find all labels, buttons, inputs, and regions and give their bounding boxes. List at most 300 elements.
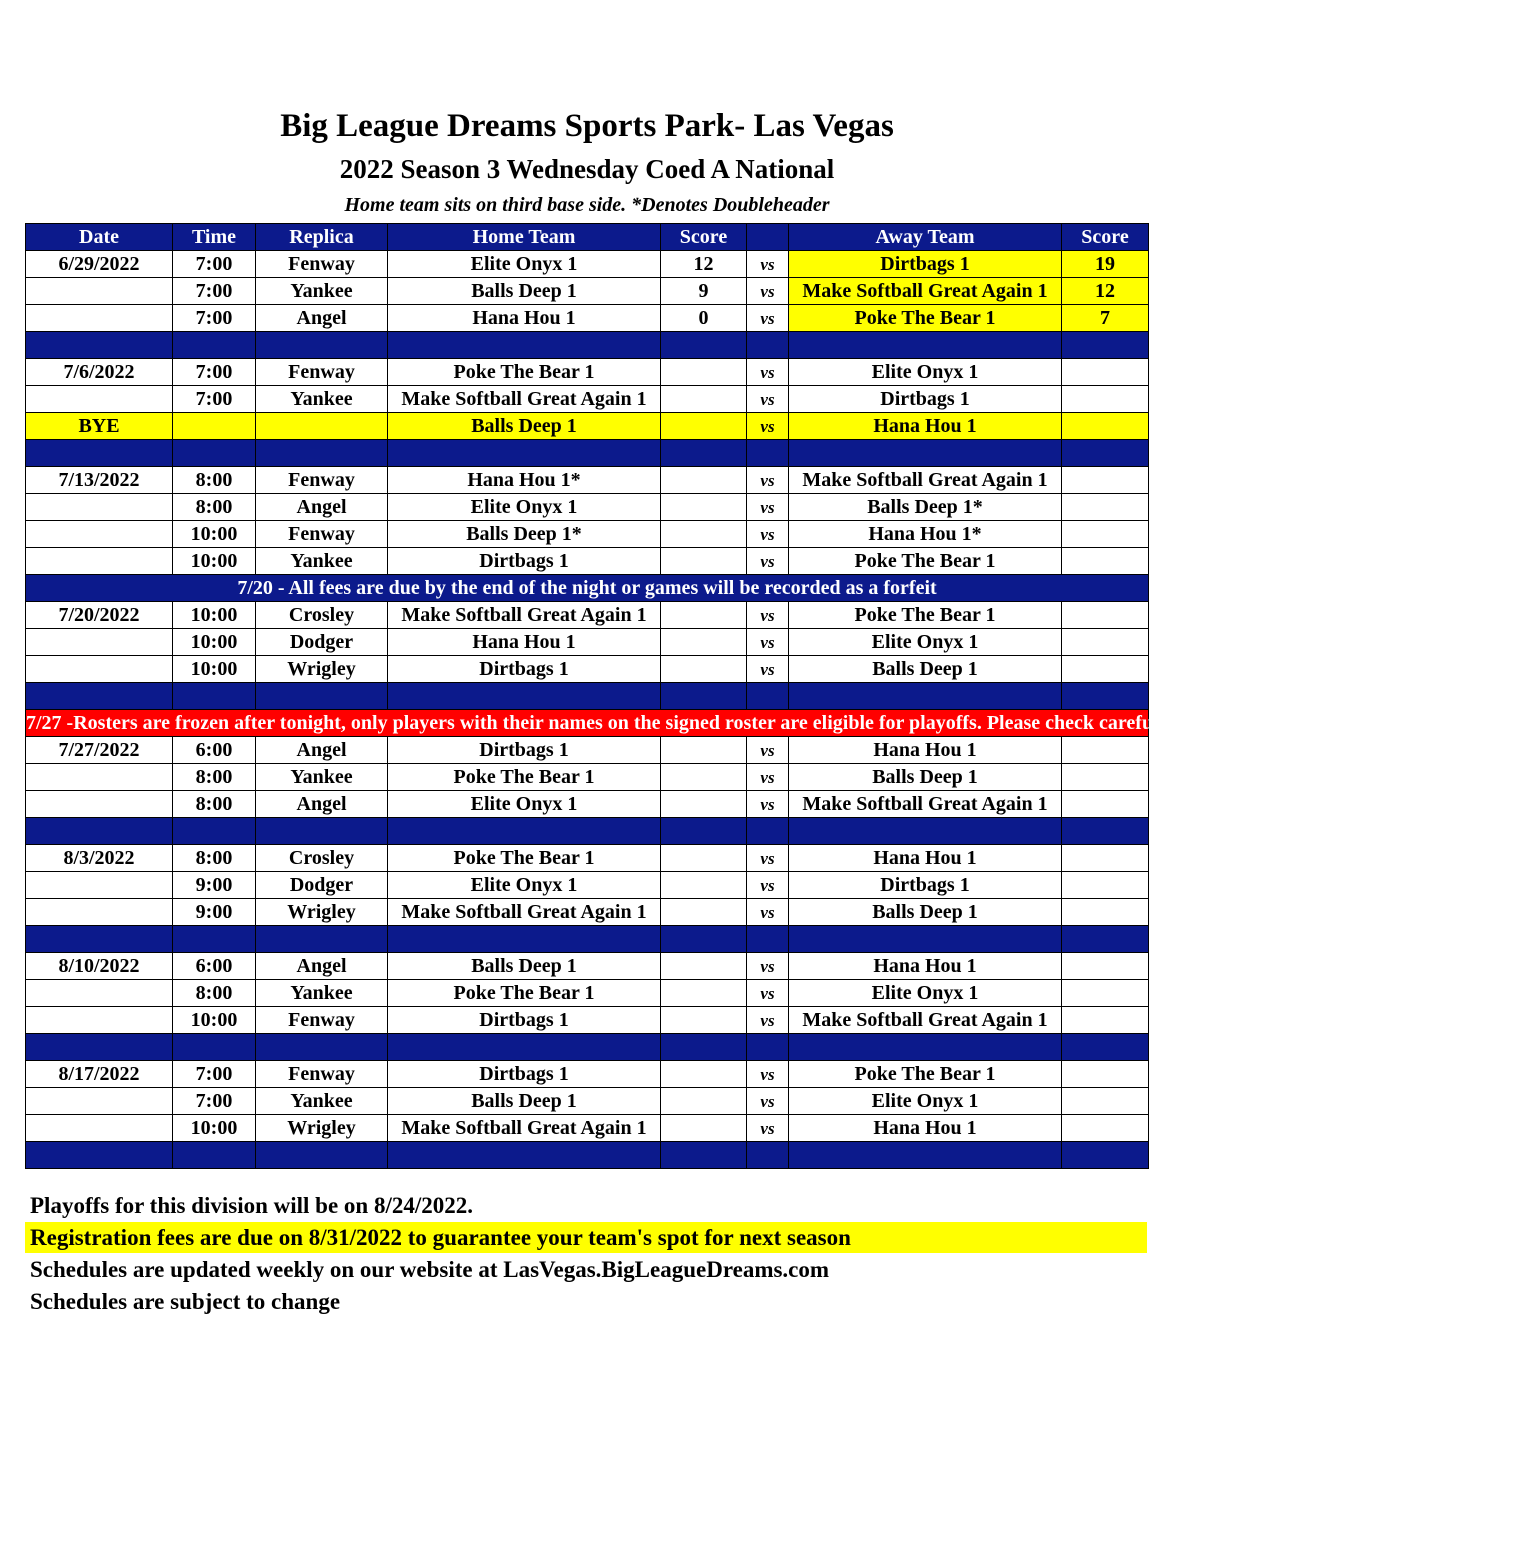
cell-away-score bbox=[1062, 602, 1149, 629]
cell-replica: Yankee bbox=[256, 386, 388, 413]
cell-vs: vs bbox=[747, 872, 789, 899]
cell-date: 8/3/2022 bbox=[26, 845, 173, 872]
website-note: Schedules are updated weekly on our website at LasVegas.BigLeagueDreams.com bbox=[30, 1257, 830, 1282]
cell-home-team: Balls Deep 1 bbox=[388, 278, 661, 305]
spacer-cell bbox=[173, 926, 256, 953]
cell-time: 8:00 bbox=[173, 845, 256, 872]
cell-away-score bbox=[1062, 386, 1149, 413]
spacer-cell bbox=[789, 926, 1062, 953]
spacer-cell bbox=[789, 1142, 1062, 1169]
game-row bbox=[26, 899, 1149, 926]
spacer-cell bbox=[661, 1142, 747, 1169]
cell-home-score: 0 bbox=[661, 305, 747, 332]
spacer-cell bbox=[173, 1034, 256, 1061]
spacer-cell bbox=[747, 1034, 789, 1061]
cell-replica: Wrigley bbox=[256, 656, 388, 683]
cell-time: 10:00 bbox=[173, 1007, 256, 1034]
cell-home-team: Make Softball Great Again 1 bbox=[388, 1115, 661, 1142]
spacer-cell bbox=[173, 683, 256, 710]
cell-replica: Yankee bbox=[256, 980, 388, 1007]
spacer-row bbox=[26, 818, 1149, 845]
cell-time: 7:00 bbox=[173, 386, 256, 413]
game-row bbox=[26, 494, 1149, 521]
cell-date: 7/27/2022 bbox=[26, 737, 173, 764]
cell-vs: vs bbox=[747, 305, 789, 332]
cell-date bbox=[26, 494, 173, 521]
cell-home-team: Dirtbags 1 bbox=[388, 737, 661, 764]
cell-time: 7:00 bbox=[173, 305, 256, 332]
cell-vs: vs bbox=[747, 1061, 789, 1088]
game-row bbox=[26, 1115, 1149, 1142]
cell-time: 9:00 bbox=[173, 872, 256, 899]
spacer-cell bbox=[1062, 926, 1149, 953]
spacer-cell bbox=[747, 926, 789, 953]
cell-home-team: Dirtbags 1 bbox=[388, 656, 661, 683]
cell-time: 10:00 bbox=[173, 1115, 256, 1142]
cell-home-score bbox=[661, 1007, 747, 1034]
spacer-cell bbox=[1062, 1034, 1149, 1061]
cell-date: 7/13/2022 bbox=[26, 467, 173, 494]
cell-away-score bbox=[1062, 1007, 1149, 1034]
page-title: Big League Dreams Sports Park- Las Vegas bbox=[280, 108, 894, 144]
cell-replica: Angel bbox=[256, 305, 388, 332]
cell-replica: Fenway bbox=[256, 251, 388, 278]
cell-vs: vs bbox=[747, 656, 789, 683]
cell-away-score bbox=[1062, 548, 1149, 575]
schedule-table bbox=[25, 223, 1538, 1169]
cell-away-score bbox=[1062, 413, 1149, 440]
cell-home-team: Poke The Bear 1 bbox=[388, 359, 661, 386]
spacer-cell bbox=[747, 818, 789, 845]
cell-home-score bbox=[661, 845, 747, 872]
spacer-cell bbox=[789, 1034, 1062, 1061]
cell-away-team: Make Softball Great Again 1 bbox=[789, 278, 1062, 305]
col-replica: Replica bbox=[256, 224, 388, 251]
cell-away-team: Poke The Bear 1 bbox=[789, 548, 1062, 575]
cell-home-team: Hana Hou 1 bbox=[388, 629, 661, 656]
cell-away-score bbox=[1062, 656, 1149, 683]
cell-vs: vs bbox=[747, 1007, 789, 1034]
cell-home-team: Elite Onyx 1 bbox=[388, 251, 661, 278]
cell-replica bbox=[256, 413, 388, 440]
spacer-cell bbox=[388, 1142, 661, 1169]
cell-away-team: Make Softball Great Again 1 bbox=[789, 467, 1062, 494]
cell-replica: Fenway bbox=[256, 1061, 388, 1088]
cell-time bbox=[173, 413, 256, 440]
cell-date: 7/6/2022 bbox=[26, 359, 173, 386]
col-time: Time bbox=[173, 224, 256, 251]
schedule-body bbox=[26, 251, 1538, 1169]
spacer-cell bbox=[747, 683, 789, 710]
spacer-cell bbox=[256, 683, 388, 710]
spacer-cell bbox=[1062, 818, 1149, 845]
col-away-team: Away Team bbox=[789, 224, 1062, 251]
spacer-cell bbox=[661, 332, 747, 359]
cell-date bbox=[26, 521, 173, 548]
spacer-row bbox=[26, 440, 1149, 467]
cell-away-score bbox=[1062, 899, 1149, 926]
cell-time: 10:00 bbox=[173, 629, 256, 656]
cell-vs: vs bbox=[747, 602, 789, 629]
cell-time: 10:00 bbox=[173, 602, 256, 629]
registration-note: Registration fees are due on 8/31/2022 to guarantee your team's spot for next season bbox=[25, 1222, 1147, 1253]
cell-home-score bbox=[661, 386, 747, 413]
cell-time: 6:00 bbox=[173, 953, 256, 980]
cell-time: 9:00 bbox=[173, 899, 256, 926]
cell-away-team: Hana Hou 1* bbox=[789, 521, 1062, 548]
cell-home-score bbox=[661, 548, 747, 575]
roster-notice-row bbox=[26, 710, 1149, 737]
cell-away-team: Balls Deep 1* bbox=[789, 494, 1062, 521]
spacer-cell bbox=[661, 926, 747, 953]
col-vs bbox=[747, 224, 789, 251]
cell-home-team: Make Softball Great Again 1 bbox=[388, 899, 661, 926]
cell-home-team: Poke The Bear 1 bbox=[388, 980, 661, 1007]
cell-away-score bbox=[1062, 359, 1149, 386]
cell-replica: Fenway bbox=[256, 359, 388, 386]
cell-vs: vs bbox=[747, 1088, 789, 1115]
cell-replica: Fenway bbox=[256, 521, 388, 548]
cell-replica: Yankee bbox=[256, 548, 388, 575]
spacer-cell bbox=[789, 440, 1062, 467]
spacer-row bbox=[26, 332, 1149, 359]
cell-vs: vs bbox=[747, 791, 789, 818]
cell-time: 6:00 bbox=[173, 737, 256, 764]
notice-text: 7/20 - All fees are due by the end of the night or games will be recorded as a forfeit bbox=[26, 575, 1149, 602]
cell-home-score bbox=[661, 467, 747, 494]
game-row bbox=[26, 1061, 1149, 1088]
spacer-cell bbox=[256, 926, 388, 953]
cell-away-team: Make Softball Great Again 1 bbox=[789, 1007, 1062, 1034]
cell-away-score bbox=[1062, 521, 1149, 548]
cell-time: 7:00 bbox=[173, 1088, 256, 1115]
spacer-cell bbox=[388, 683, 661, 710]
cell-away-team: Balls Deep 1 bbox=[789, 764, 1062, 791]
cell-away-score bbox=[1062, 764, 1149, 791]
cell-date bbox=[26, 980, 173, 1007]
spacer-cell bbox=[789, 818, 1062, 845]
cell-vs: vs bbox=[747, 629, 789, 656]
cell-home-team: Make Softball Great Again 1 bbox=[388, 602, 661, 629]
cell-home-score: 12 bbox=[661, 251, 747, 278]
spacer-cell bbox=[661, 683, 747, 710]
cell-time: 8:00 bbox=[173, 494, 256, 521]
cell-replica: Angel bbox=[256, 737, 388, 764]
cell-date: BYE bbox=[26, 413, 173, 440]
game-row bbox=[26, 980, 1149, 1007]
spacer-cell bbox=[388, 818, 661, 845]
cell-away-score bbox=[1062, 1115, 1149, 1142]
spacer-row bbox=[26, 1142, 1149, 1169]
spacer-cell bbox=[256, 818, 388, 845]
spacer-cell bbox=[388, 926, 661, 953]
cell-home-team: Dirtbags 1 bbox=[388, 1007, 661, 1034]
cell-replica: Fenway bbox=[256, 467, 388, 494]
spacer-cell bbox=[26, 683, 173, 710]
game-row bbox=[26, 602, 1149, 629]
game-row bbox=[26, 1088, 1149, 1115]
cell-away-team: Poke The Bear 1 bbox=[789, 1061, 1062, 1088]
cell-home-team: Elite Onyx 1 bbox=[388, 791, 661, 818]
cell-home-score bbox=[661, 413, 747, 440]
game-row bbox=[26, 278, 1149, 305]
cell-date bbox=[26, 305, 173, 332]
cell-away-score bbox=[1062, 1061, 1149, 1088]
cell-home-score bbox=[661, 521, 747, 548]
cell-date bbox=[26, 872, 173, 899]
cell-replica: Angel bbox=[256, 953, 388, 980]
cell-away-team: Dirtbags 1 bbox=[789, 251, 1062, 278]
spacer-cell bbox=[747, 1142, 789, 1169]
col-home-score: Score bbox=[661, 224, 747, 251]
cell-replica: Yankee bbox=[256, 1088, 388, 1115]
cell-away-team: Dirtbags 1 bbox=[789, 386, 1062, 413]
cell-home-team: Balls Deep 1* bbox=[388, 521, 661, 548]
cell-replica: Wrigley bbox=[256, 1115, 388, 1142]
cell-vs: vs bbox=[747, 251, 789, 278]
spacer-cell bbox=[173, 440, 256, 467]
cell-replica: Angel bbox=[256, 494, 388, 521]
spacer-cell bbox=[173, 1142, 256, 1169]
spacer-cell bbox=[26, 440, 173, 467]
cell-vs: vs bbox=[747, 386, 789, 413]
spacer-cell bbox=[1062, 1142, 1149, 1169]
cell-home-score bbox=[661, 1061, 747, 1088]
game-row bbox=[26, 305, 1149, 332]
cell-date bbox=[26, 791, 173, 818]
cell-home-team: Elite Onyx 1 bbox=[388, 494, 661, 521]
game-row bbox=[26, 548, 1149, 575]
cell-away-score bbox=[1062, 980, 1149, 1007]
cell-away-score bbox=[1062, 872, 1149, 899]
cell-date bbox=[26, 899, 173, 926]
cell-time: 7:00 bbox=[173, 278, 256, 305]
cell-vs: vs bbox=[747, 494, 789, 521]
cell-away-score bbox=[1062, 737, 1149, 764]
cell-away-score bbox=[1062, 791, 1149, 818]
spacer-cell bbox=[26, 1034, 173, 1061]
cell-vs: vs bbox=[747, 899, 789, 926]
cell-home-score bbox=[661, 1115, 747, 1142]
cell-away-team: Hana Hou 1 bbox=[789, 953, 1062, 980]
cell-date bbox=[26, 656, 173, 683]
cell-home-score bbox=[661, 656, 747, 683]
cell-away-score: 12 bbox=[1062, 278, 1149, 305]
spacer-cell bbox=[747, 332, 789, 359]
cell-date: 6/29/2022 bbox=[26, 251, 173, 278]
cell-home-score bbox=[661, 494, 747, 521]
cell-home-score bbox=[661, 359, 747, 386]
game-row bbox=[26, 953, 1149, 980]
cell-home-team: Poke The Bear 1 bbox=[388, 845, 661, 872]
spacer-cell bbox=[747, 440, 789, 467]
spacer-cell bbox=[789, 683, 1062, 710]
cell-vs: vs bbox=[747, 980, 789, 1007]
cell-time: 10:00 bbox=[173, 656, 256, 683]
cell-home-score bbox=[661, 1088, 747, 1115]
cell-home-team: Elite Onyx 1 bbox=[388, 872, 661, 899]
cell-away-score bbox=[1062, 1088, 1149, 1115]
cell-date bbox=[26, 548, 173, 575]
spacer-cell bbox=[388, 332, 661, 359]
cell-vs: vs bbox=[747, 1115, 789, 1142]
cell-away-team: Poke The Bear 1 bbox=[789, 602, 1062, 629]
spacer-row bbox=[26, 926, 1149, 953]
cell-time: 10:00 bbox=[173, 521, 256, 548]
cell-date bbox=[26, 764, 173, 791]
cell-time: 7:00 bbox=[173, 1061, 256, 1088]
game-row bbox=[26, 656, 1149, 683]
cell-date: 7/20/2022 bbox=[26, 602, 173, 629]
cell-replica: Angel bbox=[256, 791, 388, 818]
cell-away-team: Balls Deep 1 bbox=[789, 899, 1062, 926]
cell-date bbox=[26, 629, 173, 656]
game-row bbox=[26, 467, 1149, 494]
cell-date bbox=[26, 1007, 173, 1034]
spacer-cell bbox=[1062, 332, 1149, 359]
page-subtitle: 2022 Season 3 Wednesday Coed A National bbox=[339, 154, 835, 184]
cell-date: 8/10/2022 bbox=[26, 953, 173, 980]
spacer-row bbox=[26, 683, 1149, 710]
cell-away-team: Dirtbags 1 bbox=[789, 872, 1062, 899]
spacer-cell bbox=[661, 440, 747, 467]
cell-away-team: Elite Onyx 1 bbox=[789, 1088, 1062, 1115]
cell-vs: vs bbox=[747, 548, 789, 575]
spacer-cell bbox=[1062, 440, 1149, 467]
cell-away-score bbox=[1062, 629, 1149, 656]
game-row bbox=[26, 251, 1149, 278]
schedule-note: Home team sits on third base side. *Denotes Doubleheader bbox=[344, 194, 830, 216]
cell-date bbox=[26, 1115, 173, 1142]
spacer-cell bbox=[388, 440, 661, 467]
cell-away-score: 19 bbox=[1062, 251, 1149, 278]
spacer-cell bbox=[26, 1142, 173, 1169]
bye-row bbox=[26, 413, 1149, 440]
game-row bbox=[26, 629, 1149, 656]
game-row bbox=[26, 1007, 1149, 1034]
cell-home-score bbox=[661, 980, 747, 1007]
game-row bbox=[26, 359, 1149, 386]
cell-vs: vs bbox=[747, 845, 789, 872]
cell-replica: Yankee bbox=[256, 278, 388, 305]
cell-away-team: Balls Deep 1 bbox=[789, 656, 1062, 683]
playoffs-note: Playoffs for this division will be on 8/24/2022. bbox=[30, 1193, 474, 1218]
cell-vs: vs bbox=[747, 737, 789, 764]
header-row bbox=[26, 224, 1149, 251]
col-date: Date bbox=[26, 224, 173, 251]
game-row bbox=[26, 764, 1149, 791]
cell-replica: Wrigley bbox=[256, 899, 388, 926]
cell-home-score bbox=[661, 737, 747, 764]
cell-home-team: Balls Deep 1 bbox=[388, 413, 661, 440]
spacer-cell bbox=[26, 332, 173, 359]
col-away-score: Score bbox=[1062, 224, 1149, 251]
cell-date bbox=[26, 278, 173, 305]
spacer-cell bbox=[256, 1142, 388, 1169]
cell-away-score bbox=[1062, 494, 1149, 521]
cell-away-team: Make Softball Great Again 1 bbox=[789, 791, 1062, 818]
game-row bbox=[26, 521, 1149, 548]
cell-time: 7:00 bbox=[173, 251, 256, 278]
cell-away-team: Hana Hou 1 bbox=[789, 413, 1062, 440]
cell-away-team: Elite Onyx 1 bbox=[789, 629, 1062, 656]
spacer-cell bbox=[789, 332, 1062, 359]
cell-replica: Yankee bbox=[256, 764, 388, 791]
notice-text: 7/27 -Rosters are frozen after tonight, only players with their names on the signed roster are eligible for playoffs. Please check carefully as changes will not be made for omissions. bbox=[26, 710, 1149, 737]
cell-away-team: Poke The Bear 1 bbox=[789, 305, 1062, 332]
spacer-cell bbox=[256, 332, 388, 359]
game-row bbox=[26, 845, 1149, 872]
spacer-cell bbox=[26, 818, 173, 845]
cell-home-team: Hana Hou 1* bbox=[388, 467, 661, 494]
spacer-cell bbox=[1062, 683, 1149, 710]
cell-home-team: Dirtbags 1 bbox=[388, 1061, 661, 1088]
cell-replica: Crosley bbox=[256, 602, 388, 629]
spacer-cell bbox=[661, 1034, 747, 1061]
cell-vs: vs bbox=[747, 359, 789, 386]
cell-home-score bbox=[661, 953, 747, 980]
change-note: Schedules are subject to change bbox=[30, 1289, 341, 1314]
game-row bbox=[26, 386, 1149, 413]
cell-home-score bbox=[661, 629, 747, 656]
cell-home-score bbox=[661, 872, 747, 899]
cell-away-score bbox=[1062, 845, 1149, 872]
cell-home-score bbox=[661, 764, 747, 791]
cell-away-team: Hana Hou 1 bbox=[789, 1115, 1062, 1142]
spacer-cell bbox=[388, 1034, 661, 1061]
cell-home-team: Balls Deep 1 bbox=[388, 953, 661, 980]
cell-vs: vs bbox=[747, 467, 789, 494]
spacer-cell bbox=[173, 332, 256, 359]
cell-time: 7:00 bbox=[173, 359, 256, 386]
cell-home-team: Make Softball Great Again 1 bbox=[388, 386, 661, 413]
spacer-cell bbox=[661, 818, 747, 845]
cell-vs: vs bbox=[747, 953, 789, 980]
game-row bbox=[26, 872, 1149, 899]
cell-replica: Crosley bbox=[256, 845, 388, 872]
cell-away-score bbox=[1062, 953, 1149, 980]
cell-home-score: 9 bbox=[661, 278, 747, 305]
game-row bbox=[26, 791, 1149, 818]
spacer-cell bbox=[256, 440, 388, 467]
cell-away-score: 7 bbox=[1062, 305, 1149, 332]
cell-time: 8:00 bbox=[173, 980, 256, 1007]
spacer-row bbox=[26, 1034, 1149, 1061]
cell-replica: Fenway bbox=[256, 1007, 388, 1034]
col-home-team: Home Team bbox=[388, 224, 661, 251]
cell-time: 8:00 bbox=[173, 764, 256, 791]
cell-date bbox=[26, 1088, 173, 1115]
cell-date: 8/17/2022 bbox=[26, 1061, 173, 1088]
fee-notice-row bbox=[26, 575, 1149, 602]
cell-replica: Dodger bbox=[256, 629, 388, 656]
cell-home-team: Hana Hou 1 bbox=[388, 305, 661, 332]
cell-time: 10:00 bbox=[173, 548, 256, 575]
cell-home-team: Dirtbags 1 bbox=[388, 548, 661, 575]
cell-replica: Dodger bbox=[256, 872, 388, 899]
cell-away-team: Elite Onyx 1 bbox=[789, 359, 1062, 386]
cell-home-team: Balls Deep 1 bbox=[388, 1088, 661, 1115]
cell-time: 8:00 bbox=[173, 467, 256, 494]
cell-vs: vs bbox=[747, 521, 789, 548]
spacer-cell bbox=[26, 926, 173, 953]
cell-vs: vs bbox=[747, 764, 789, 791]
cell-time: 8:00 bbox=[173, 791, 256, 818]
cell-away-team: Hana Hou 1 bbox=[789, 737, 1062, 764]
spacer-cell bbox=[173, 818, 256, 845]
cell-home-score bbox=[661, 899, 747, 926]
cell-date bbox=[26, 386, 173, 413]
